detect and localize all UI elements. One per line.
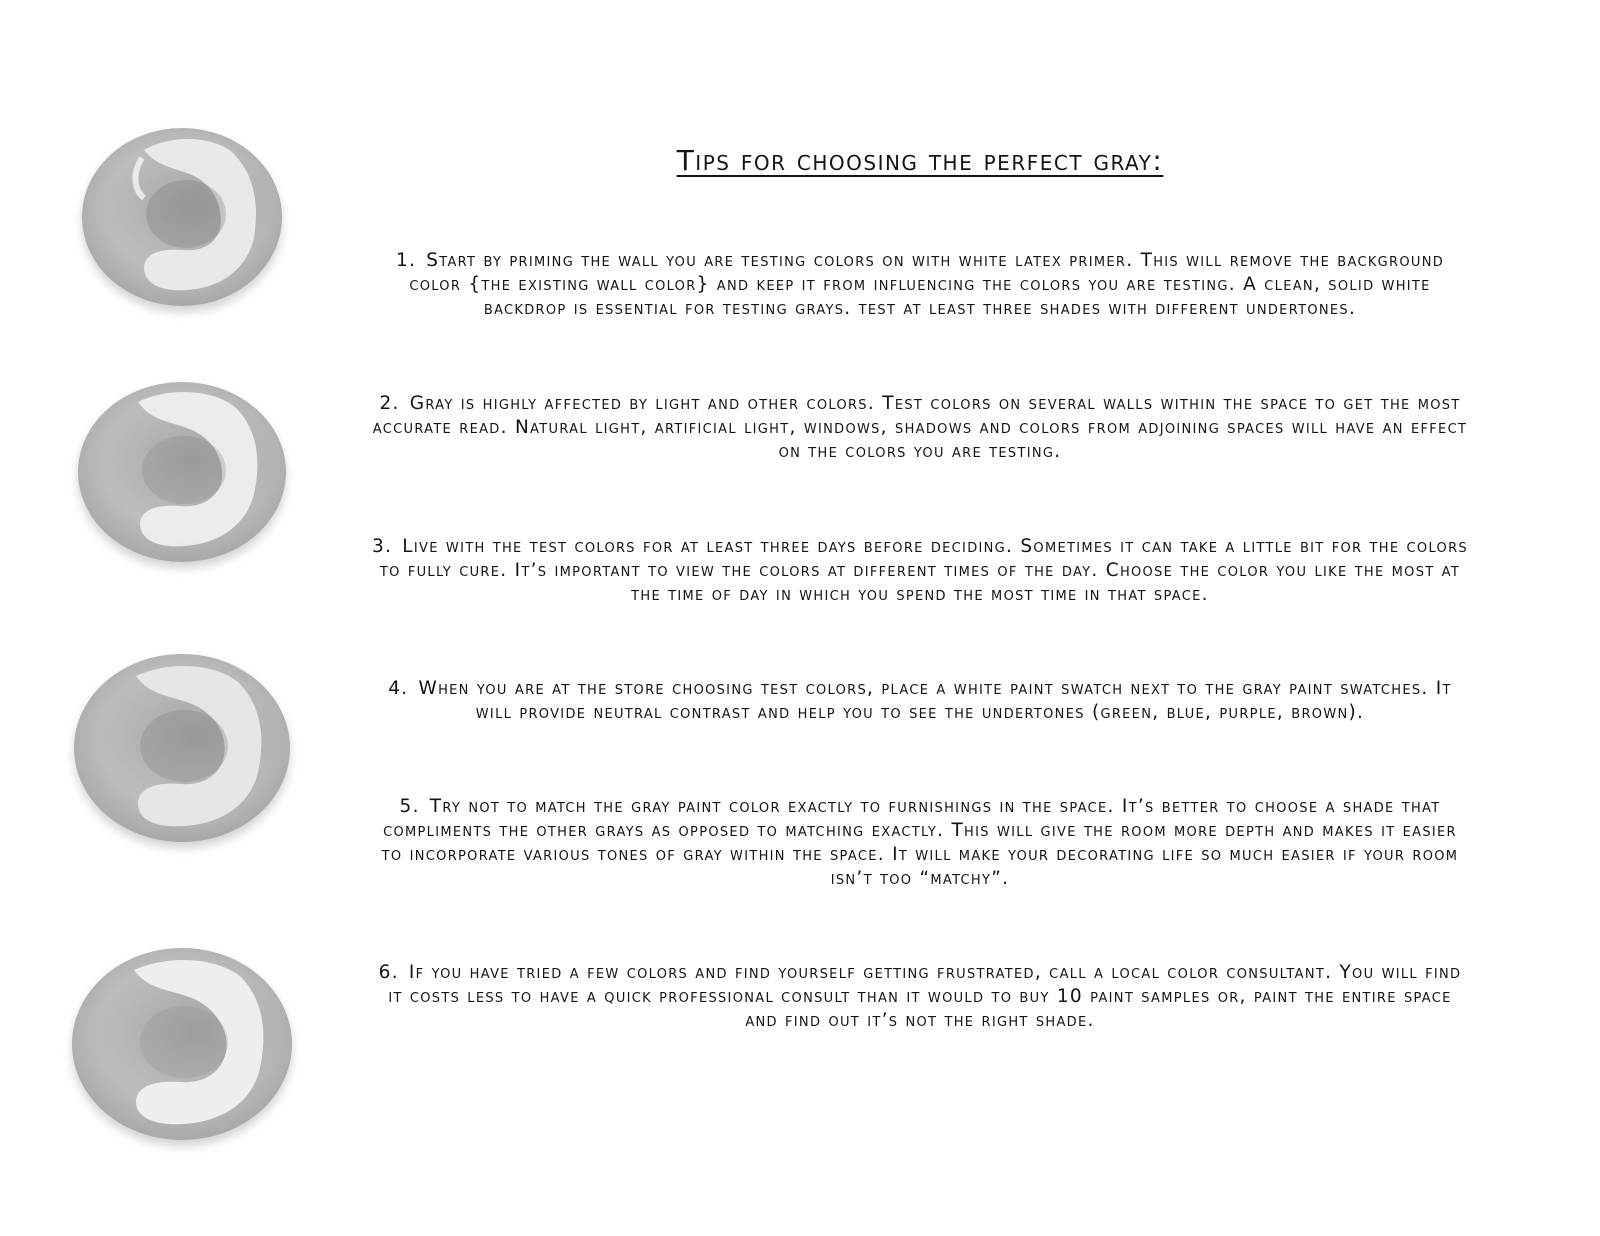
tip-text: If you have tried a few colors and find yourself getting frustrated, call a local color consultant. You will find it costs less to have a quick professional consult than it would to buy 10 paint samples or, paint the entire space and find out it’s not the right shade.	[388, 962, 1462, 1031]
tip-3	[370, 535, 1470, 607]
tip-text: Gray is highly affected by light and other colors. Test colors on several walls within the space to get the most accurate read. Natural light, artificial light, windows, shadows and colors from adjoining spaces will have an effect on the colors you are testing.	[372, 393, 1468, 462]
tip-number: 5.	[399, 796, 420, 817]
gray-paint-blob-icon	[72, 948, 292, 1140]
page-title: Tips for choosing the perfect gray:	[676, 144, 1164, 177]
tip-text: Start by priming the wall you are testing colors on with white latex primer. This will remove the background color {the existing wall color} and keep it from influencing the colors you are testing. A clean, solid white backdrop is essential for testing grays. test at least three shades with different undertones.	[409, 250, 1445, 319]
tip-number: 4.	[388, 678, 409, 699]
tip-number: 3.	[372, 536, 393, 557]
gray-paint-blob-icon	[82, 128, 282, 306]
tip-6	[370, 961, 1470, 1033]
tip-text: When you are at the store choosing test colors, place a white paint swatch next to the gray paint swatches. It will provide neutral contrast and help you to see the undertones (green, blue, purple, brown).	[418, 678, 1452, 723]
tip-text: Live with the test colors for at least three days before deciding. Sometimes it can take a little bit for the colors to fully cure. It’s important to view the colors at different times of the day. Choose the color you like the most at the time of day in which you spend the most time in that space.	[379, 536, 1468, 605]
tip-number: 2.	[379, 393, 400, 414]
tip-number: 1.	[395, 250, 417, 271]
tip-4	[370, 677, 1470, 725]
tip-2	[370, 392, 1470, 464]
tip-1	[370, 249, 1470, 321]
tip-text: Try not to match the gray paint color exactly to furnishings in the space. It’s better to choose a shade that compliments the other grays as opposed to matching exactly. This will give the room more depth and makes it easier to incorporate various tones of gray within the space. It will make your decorating life so much easier if your room isn’t too “matchy”.	[381, 796, 1459, 889]
tip-5	[370, 795, 1470, 891]
tip-number: 6.	[378, 962, 399, 983]
gray-paint-blob-icon	[74, 654, 290, 842]
gray-paint-blob-icon	[78, 382, 286, 562]
